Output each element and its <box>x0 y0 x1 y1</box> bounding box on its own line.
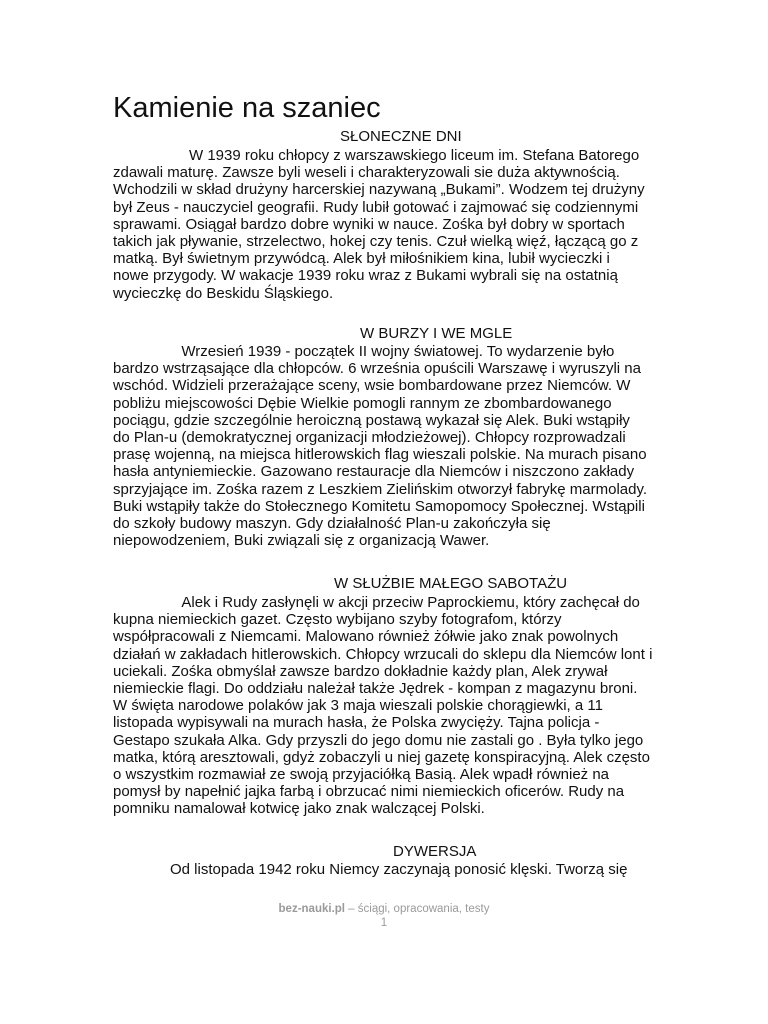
page-number: 1 <box>380 917 388 929</box>
text-line: pobliżu miejscowości Dębie Wielkie pomogli rannym ze zbombardowanego <box>113 394 612 412</box>
footer-source <box>0 902 768 916</box>
text-line: Alek i Rudy zasłynęli w akcji przeciw Paprockiemu, który zachęcał do <box>181 594 640 611</box>
footer-site-link[interactable]: bez-nauki.pl <box>278 903 345 915</box>
section-heading-w-sluzbie-malego-sabotazu: W SŁUŻBIE MAŁEGO SABOTAŻU <box>334 575 568 592</box>
text-line: W 1939 roku chłopcy z warszawskiego liceum im. Stefana Batorego <box>189 147 640 164</box>
section-body-sloneczne-dni <box>113 147 661 302</box>
text-line: prasę wojenną, na miejsca hitlerowskich flag wieszali polskie. Na murach pisano <box>113 446 647 464</box>
section-heading-dywersja: DYWERSJA <box>393 843 477 860</box>
text-line: działań w zakładach hitlerowskich. Chłopcy wrzucali do sklepu dla Niemców lont i <box>113 645 653 663</box>
text-line: kupna niemieckich gazet. Często wybijano szyby fotografom, którzy <box>113 611 562 629</box>
text-line: Gestapo szukała Alka. Gdy przyszli do jego domu nie zastali go . Była tylko jego <box>113 731 644 749</box>
footer-tagline: – ściągi, opracowania, testy <box>344 903 490 915</box>
text-line: takich jak pływanie, strzelectwo, hokej czy tenis. Czuł wielką więź, łączącą go z <box>113 233 639 251</box>
section-heading-w-burzy-i-we-mgle: W BURZY I WE MGLE <box>360 325 513 342</box>
text-line: Wrzesień 1939 - początek II wojny światowej. To wydarzenie było <box>181 343 615 360</box>
text-line: bardzo wstrząsające dla chłopców. 6 września opuścili Warszawę i wyruszyli na <box>113 360 641 378</box>
text-line: sprawami. Osiągał bardzo dobre wyniki w nauce. Zośka był dobry w sportach <box>113 215 625 233</box>
section-body-w-sluzbie-malego-sabotazu <box>113 594 661 818</box>
text-line: W święta narodowe polaków jak 3 maja wieszali polskie chorągiewki, a 11 <box>113 697 603 715</box>
text-line: do szkoły budowy maszyn. Gdy działalność Plan-u zakończyła się <box>113 515 551 533</box>
text-line: matka, którą aresztowali, gdyż zobaczyli u niej gazetę konspiracyjną. Alek często <box>113 748 650 766</box>
section-body-w-burzy-i-we-mgle <box>113 343 661 549</box>
text-line: zdawali maturę. Zawsze byli weseli i charakteryzowali sie duża aktywnością. <box>113 164 620 182</box>
section-heading-sloneczne-dni: SŁONECZNE DNI <box>340 128 462 145</box>
text-line: uciekali. Zośka obmyślał zawsze bardzo dokładnie każdy plan, Alek zrywał <box>113 662 608 680</box>
text-line: niemieckie flagi. Do oddziału należał także Jędrek - kompan z magazynu broni. <box>113 680 638 698</box>
text-line: sprzyjające im. Zośka razem z Leszkiem Zielińskim otworzył fabrykę marmolady. <box>113 480 648 498</box>
page-footer <box>0 902 768 930</box>
text-line: wschód. Widzieli przerażające sceny, wsie bombardowane przez Niemców. W <box>113 377 631 395</box>
text-line: był Zeus - nauczyciel geografii. Rudy lubił gotować i zajmować się codziennymi <box>113 198 639 216</box>
text-line: wycieczkę do Beskidu Śląskiego. <box>113 284 334 302</box>
text-line: hasła antyniemieckie. Gazowano restauracje dla Niemców i niszczono zakłady <box>113 463 635 481</box>
text-line: matką. Był świetnym przywódcą. Alek był miłośnikiem kina, lubił wycieczki i <box>113 250 610 268</box>
section-body-dywersja <box>113 861 661 878</box>
text-line: niepowodzeniem, Buki związali się z organizacją Wawer. <box>113 532 490 550</box>
text-line: do Plan-u (demokratycznej organizacji młodzieżowej). Chłopcy rozprowadzali <box>113 429 626 447</box>
text-line: Buki wstąpiły także do Stołecznego Komitetu Samopomocy Społecznej. Wstąpili <box>113 497 645 515</box>
text-line: pomysł by napełnić jajka farbą i obrzucać nimi niemieckich oficerów. Rudy na <box>113 783 625 801</box>
text-line: Wchodzili w skład drużyny harcerskiej nazywaną „Bukami”. Wodzem tej drużyny <box>113 181 645 199</box>
text-line: listopada wypisywali na murach hasła, że Polska zwycięży. Tajna policja - <box>113 714 600 732</box>
text-line: o wszystkim rozmawiał ze swoją przyjaciółką Basią. Alek wpadł również na <box>113 766 610 784</box>
document-title: Kamienie na szaniec <box>113 92 381 124</box>
text-line: nowe przygody. W wakacje 1939 roku wraz z Bukami wybrali się na ostatnią <box>113 267 618 285</box>
text-line: pociągu, gdzie szczególnie heroiczną postawą wykazał się Alek. Buki wstąpiły <box>113 411 630 429</box>
text-line: Od listopada 1942 roku Niemcy zaczynają ponosić klęski. Tworzą się <box>170 861 628 878</box>
text-line: pomniku namalował kotwicę jako znak walczącej Polski. <box>113 800 485 818</box>
text-line: współpracowali z Niemcami. Malowano również żółwie jako znak powolnych <box>113 628 619 646</box>
